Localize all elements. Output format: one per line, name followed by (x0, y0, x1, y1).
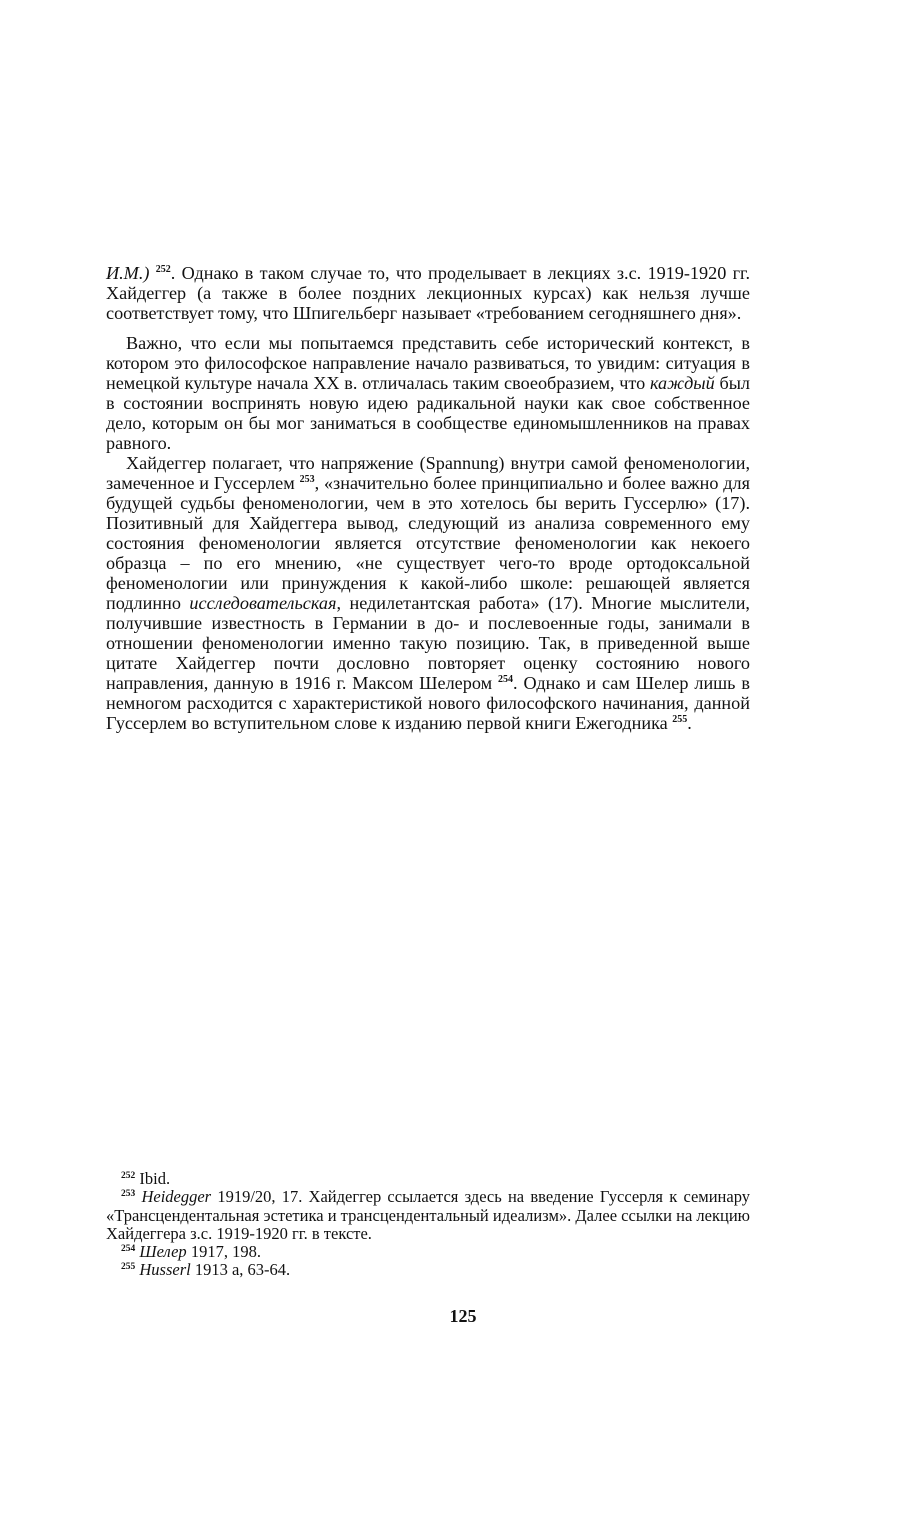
text-run: . Однако и сам Шелер лишь в немногом расходится с характеристикой нового философского начинания, данной Гуссерлем во вступительном слове к изданию первой книги Ежегодника (106, 673, 750, 733)
text-run: 1919/20, 17. Хайдеггер ссылается здесь на введение Гуссерля к семинару «Трансцендентальная эстетика и трансцендентальный идеализм». Далее ссылки на лекцию Хайдеггера з.с. 1919-1920 гг. в тексте. (106, 1187, 750, 1243)
text-run: был в состоянии воспринять новую идею радикальной науки как свое собственное дело, которым он бы мог заниматься в сообществе единомышленников на правах равного. (106, 373, 750, 453)
footnote-number: 252 (121, 1171, 136, 1181)
italic-text: исследовательская (189, 593, 337, 613)
text-run: , «значительно более принципиально и более важно для будущей судьбы феноменологии, чем в это хотелось бы верить Гуссерлю» (17). Позитивный для Хайдеггера вывод, следующий из анализа современного ему состояния феноменологии является отсутствие феноменологии как некоего образца – по его мнению, «не существует чего-то вроде ортодоксальной феноменологии или принуждения к какой-либо школе: решающей является подлинно (106, 473, 750, 613)
text-run: 1917, 198. (186, 1242, 261, 1262)
italic-text: Husserl (139, 1260, 191, 1280)
italic-text: Heidegger (141, 1187, 212, 1207)
footnote-254 (106, 1243, 750, 1261)
footnotes (106, 1170, 750, 1280)
paragraph-3 (106, 453, 750, 733)
paragraph-1 (106, 263, 750, 323)
footnote-ref: 254 (498, 674, 514, 685)
text-run: , недилетантская работа» (17). Многие мыслители, получившие известность в Германии в до- и послевоенные годы, занимали в отношении феноменологии именно такую позицию. Так, в приведенной выше цитате Хайдеггер почти дословно повторяет оценку состоянию нового направления, данную в 1916 г. Максом Шелером (106, 593, 750, 693)
footnote-ref: 255 (672, 714, 688, 725)
paragraph-2 (106, 333, 750, 453)
text-run: 1913 a, 63-64. (190, 1260, 291, 1280)
footnote-ref: 253 (299, 474, 315, 485)
footnote-number: 253 (121, 1189, 136, 1200)
italic-text: каждый (650, 373, 715, 393)
italic-text: Шелер (139, 1242, 187, 1262)
footnote-253 (106, 1188, 750, 1243)
footnote-number: 255 (121, 1262, 136, 1273)
text-run: . (687, 713, 692, 733)
footnote-number: 254 (121, 1244, 136, 1255)
main-text (106, 263, 750, 733)
text-run: . Однако в таком случае то, что проделывает в лекциях з.с. 1919-1920 гг. Хайдеггер (а также в более поздних лекционных курсах) как нельзя лучше соответствует тому, что Шпигельберг называет «требованием сегодняшнего дня». (106, 263, 751, 323)
page-number: 125 (449, 1306, 477, 1326)
footnote-255 (106, 1261, 750, 1279)
footnote-ref: 252 (155, 264, 171, 275)
italic-text: И.М.) (106, 263, 150, 283)
text-run: Хайдеггер полагает, что напряжение (Spannung) внутри самой феноменологии, замеченное и Гуссерлем (106, 453, 750, 493)
text-run: Ibid. (139, 1169, 171, 1188)
text-run: Важно, что если мы попытаемся представить себе исторический контекст, в котором это философское направление начало развиваться, то увидим: ситуация в немецкой культуре начала XX в. отличалась таким своеобразием, что (106, 333, 750, 393)
footnote-252 (106, 1170, 750, 1188)
